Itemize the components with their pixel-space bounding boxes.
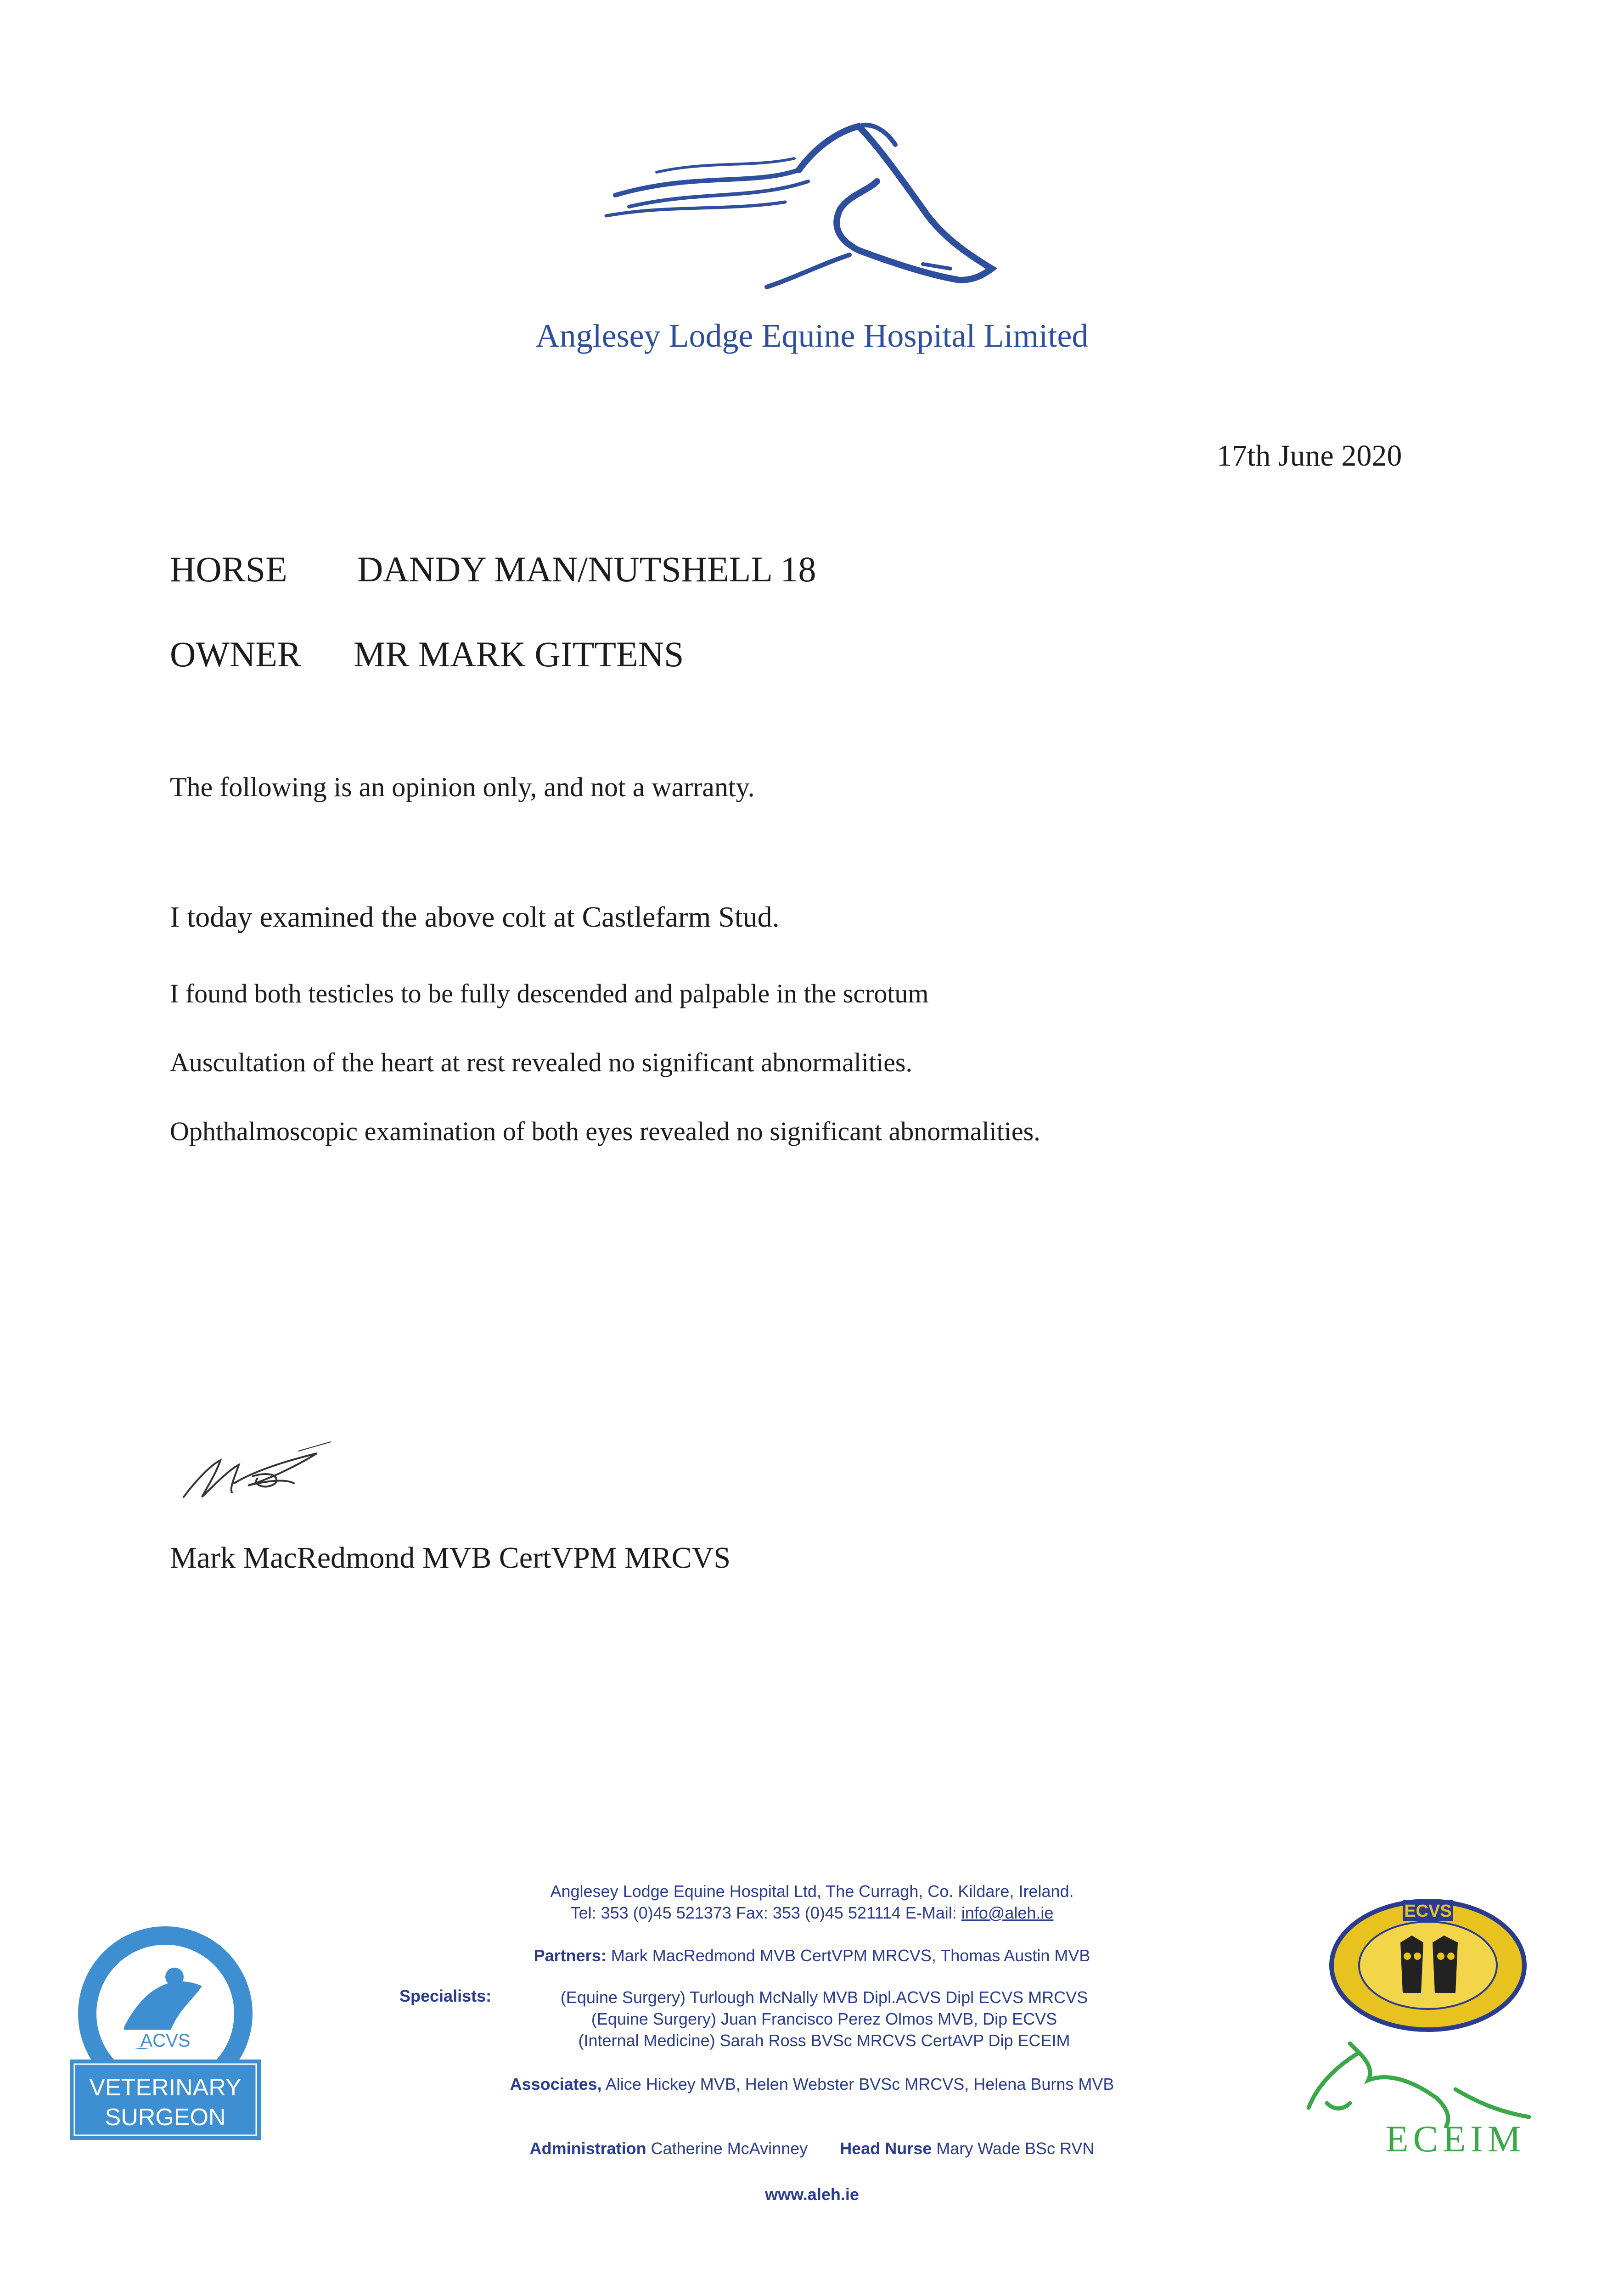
specialist-3: (Internal Medicine) Sarah Ross BVSc MRCVS CertAVP Dip ECEIM	[578, 2031, 1070, 2050]
specialist-2: (Equine Surgery) Juan Francisco Perez Olmos MVB, Dip ECVS	[591, 2009, 1057, 2028]
paragraph-2: I found both testicles to be fully descended and palpable in the scrotum	[170, 979, 929, 1008]
acvs-line-veterinary: VETERINARY	[89, 2074, 242, 2101]
associates-names: Alice Hickey MVB, Helen Webster BVSc MRCVS, Helena Burns MVB	[605, 2075, 1114, 2093]
acvs-line-surgeon: SURGEON	[105, 2104, 226, 2131]
horse-label: HORSE	[170, 549, 287, 589]
specialists-label: Specialists:	[399, 1986, 492, 2005]
website-link[interactable]: www.aleh.ie	[765, 2185, 859, 2204]
handwritten-signature	[179, 1433, 335, 1511]
email-link[interactable]: info@aleh.ie	[961, 1903, 1054, 1922]
specialists-list	[519, 1986, 1129, 2051]
horse-head-logo-icon	[601, 117, 1015, 294]
signatory-name: Mark MacRedmond MVB CertVPM MRCVS	[170, 1541, 731, 1575]
acvs-veterinary-surgeon-badge	[64, 1922, 266, 2144]
address-line: Anglesey Lodge Equine Hospital Ltd, The Curragh, Co. Kildare, Ireland.	[550, 1882, 1074, 1901]
owner-label: OWNER	[170, 634, 301, 674]
owner-value: MR MARK GITTENS	[354, 634, 684, 674]
disclaimer: The following is an opinion only, and not a warranty.	[170, 772, 755, 802]
acvs-text: ACVS	[140, 2031, 191, 2051]
paragraph-4: Ophthalmoscopic examination of both eyes revealed no significant abnormalities.	[170, 1116, 1040, 1146]
horse-value: DANDY MAN/NUTSHELL 18	[357, 549, 816, 589]
specialist-1: (Equine Surgery) Turlough McNally MVB Dipl.ACVS Dipl ECVS MRCVS	[560, 1988, 1088, 2007]
letter-date: 17th June 2020	[1217, 439, 1402, 473]
head-nurse-name: Mary Wade BSc RVN	[936, 2139, 1095, 2158]
contact-phones: Tel: 353 (0)45 521373 Fax: 353 (0)45 521114 E-Mail:	[570, 1903, 961, 1922]
associates-label: Associates,	[510, 2075, 602, 2093]
administration-label: Administration	[529, 2139, 646, 2158]
ecvs-text: ECVS	[1404, 1902, 1452, 1921]
paragraph-3: Auscultation of the heart at rest revealed no significant abnormalities.	[170, 1047, 913, 1077]
administration-name: Catherine McAvinney	[651, 2139, 808, 2158]
company-name: Anglesey Lodge Equine Hospital Limited	[535, 317, 1089, 354]
eceim-logo	[1299, 2034, 1538, 2158]
partners-label: Partners:	[534, 1946, 607, 1965]
eceim-text: ECEIM	[1385, 2118, 1526, 2158]
ecvs-college-badge	[1327, 1896, 1529, 2034]
paragraph-1: I today examined the above colt at Castlefarm Stud.	[170, 900, 780, 933]
head-nurse-label: Head Nurse	[840, 2139, 932, 2158]
partners-names: Mark MacRedmond MVB CertVPM MRCVS, Thomas Austin MVB	[611, 1946, 1090, 1965]
